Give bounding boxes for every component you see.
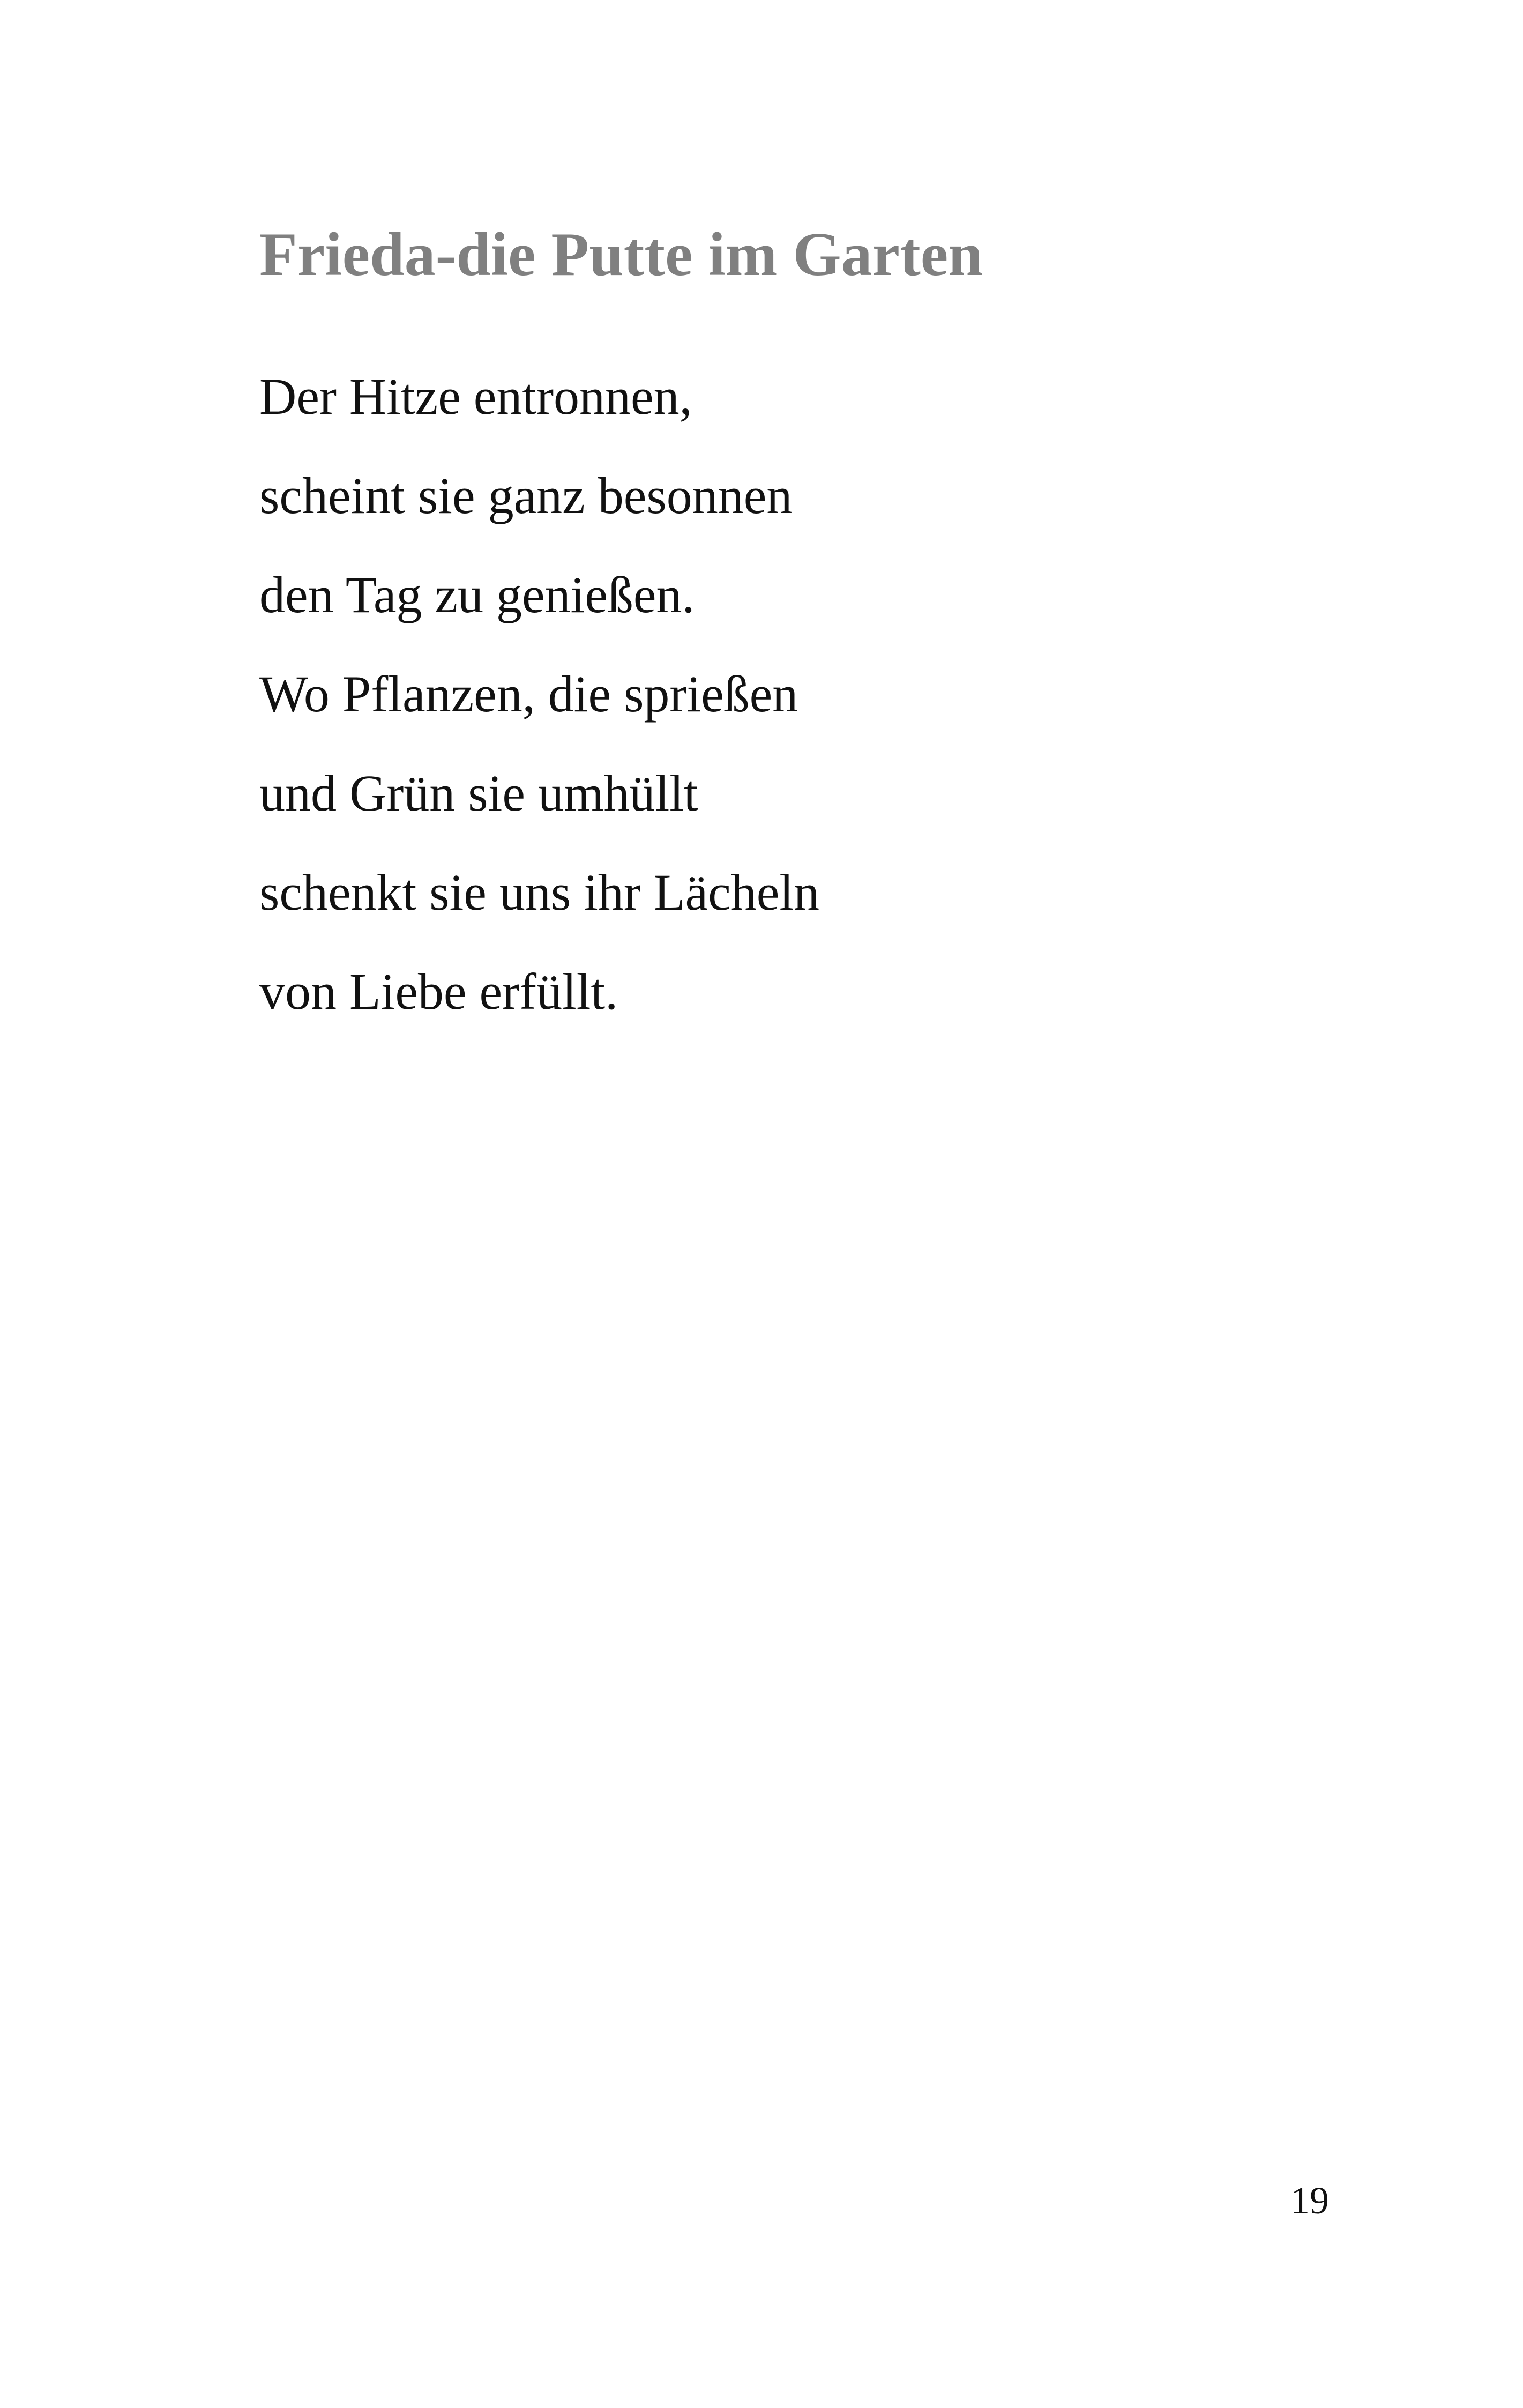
poem-line: scheint sie ganz besonnen [259,467,793,524]
poem-line: schenkt sie uns ihr Lächeln [259,864,820,921]
poem-body [259,347,819,1041]
poem-line: von Liebe erfüllt. [259,963,618,1020]
poem-line: den Tag zu genießen. [259,566,695,623]
poem-line: Der Hitze entronnen, [259,368,692,425]
page-number: 19 [1290,2179,1329,2222]
poem-line: Wo Pflanzen, die sprießen [259,665,798,723]
poem-title: Frieda-die Putte im Garten [259,220,983,289]
poem-line: und Grün sie umhüllt [259,764,698,822]
